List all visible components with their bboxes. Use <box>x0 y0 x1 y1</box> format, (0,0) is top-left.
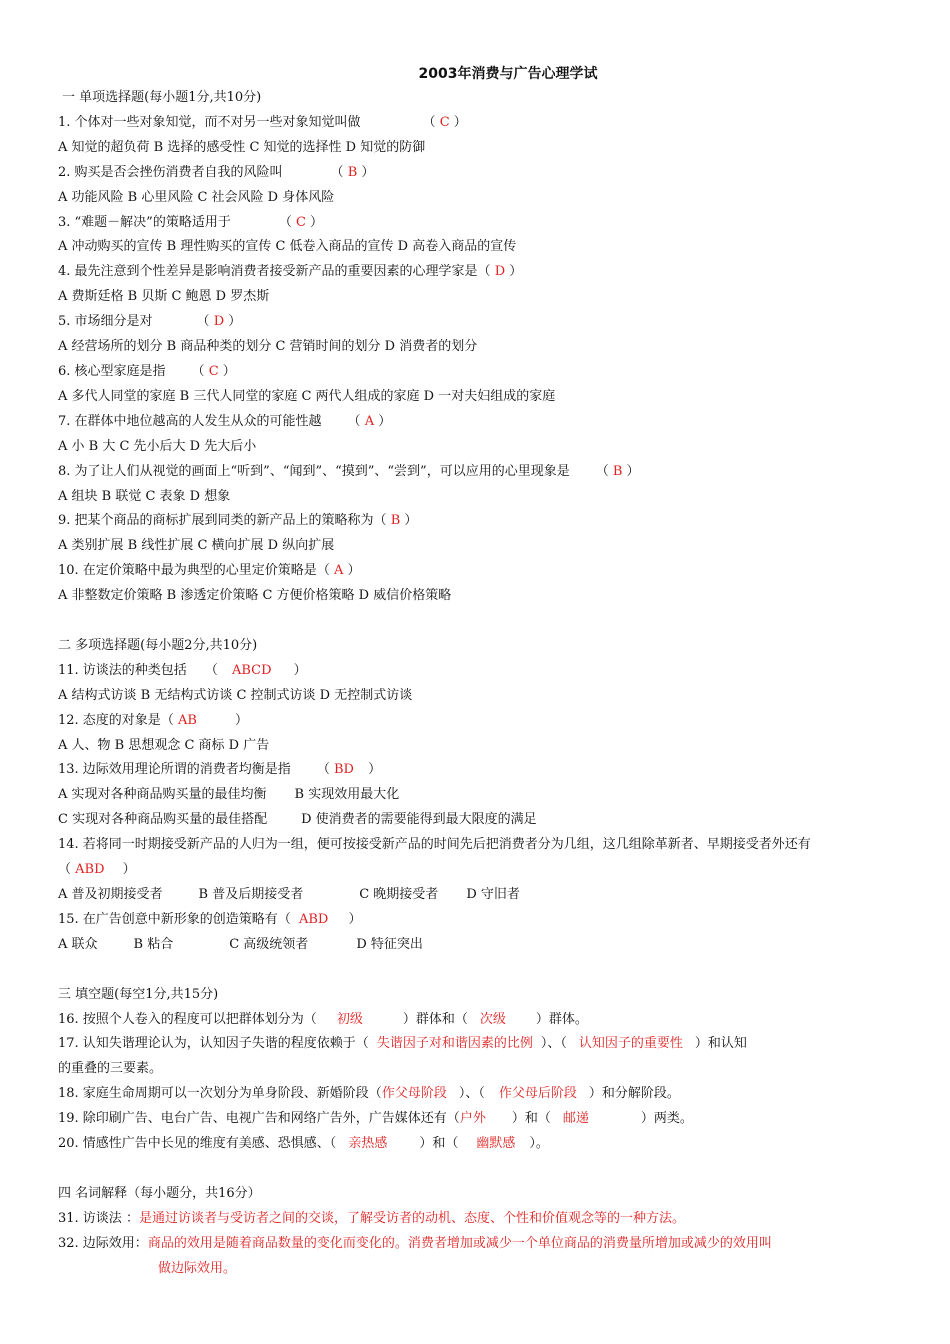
options-14: A 普及初期接受者 B 普及后期接受者 C 晚期接受者 D 守旧者 <box>58 886 520 902</box>
page-title: 2003年消费与广告心理学试 <box>418 66 598 82</box>
answer: 做边际效用。 <box>158 1260 237 1276</box>
answer: B <box>612 463 623 479</box>
answer: BD <box>333 762 354 778</box>
question-12: 12. 态度的对象是（ AB ） <box>58 712 249 728</box>
options-8: A 组块 B 联觉 C 表象 D 想象 <box>58 488 231 504</box>
question-16: 16. 按照个人卷入的程度可以把群体划分为（ 初级 ）群体和（ 次级 ）群体。 <box>58 1011 588 1027</box>
options-1: A 知觉的超负荷 B 选择的感受性 C 知觉的选择性 D 知觉的防御 <box>58 139 426 155</box>
question-17-cont: 的重叠的三要素。 <box>58 1061 163 1077</box>
options-3: A 冲动购买的宣传 B 理性购买的宣传 C 低卷入商品的宣传 D 高卷入商品的宣传 <box>58 239 517 255</box>
answer: 是通过访谈者与受访者之间的交谈，了解受访者的动机、态度、个性和价值观念等的一种方法。 <box>138 1210 685 1226</box>
answer: C <box>439 114 450 130</box>
question-14: 14. 若将同一时期接受新产品的人归为一组，便可按接受新产品的时间先后把消费者分为几组，这几组除革新者、早期接受者外还有（ ABD ） <box>58 837 811 878</box>
answer: B <box>347 164 358 180</box>
answer: ABD <box>75 862 105 878</box>
options-7: A 小 B 大 C 先小后大 D 先大后小 <box>58 438 257 454</box>
question-20: 20. 情感性广告中长见的维度有美感、恐惧感、（ 亲热感 ）和（ 幽默感 ）。 <box>58 1136 549 1152</box>
answer: 邮递 <box>562 1111 589 1127</box>
answer: 亲热感 <box>348 1136 388 1152</box>
options-12: A 人、物 B 思想观念 C 商标 D 广告 <box>58 737 270 753</box>
question-1: 1. 个体对一些对象知觉，而不对另一些对象知觉叫做 （ C ） <box>58 114 467 130</box>
answer: D <box>494 264 506 280</box>
options-5: A 经营场所的划分 B 商品种类的划分 C 营销时间的划分 D 消费者的划分 <box>58 339 478 355</box>
section-heading-2: 二 多项选择题(每小题2分,共10分) <box>58 637 258 653</box>
answer: C <box>208 363 219 379</box>
answer: D <box>213 314 225 330</box>
answer: 幽默感 <box>476 1136 516 1152</box>
section-heading-1: 一 单项选择题(每小题1分,共10分) <box>62 90 262 105</box>
question-11: 11. 访谈法的种类包括 （ ABCD ） <box>58 662 307 678</box>
options-11: A 结构式访谈 B 无结构式访谈 C 控制式访谈 D 无控制式访谈 <box>58 687 413 703</box>
question-2: 2. 购买是否会挫伤消费者自我的风险叫 （ B ） <box>58 164 375 180</box>
answer: B <box>390 513 401 529</box>
answer: 商品的效用是随着商品数量的变化而变化的。消费者增加或减少一个单位商品的消费量所增加或减少的效用叫 <box>147 1235 772 1251</box>
answer: C <box>295 214 306 230</box>
options-6: A 多代人同堂的家庭 B 三代人同堂的家庭 C 两代人组成的家庭 D 一对夫妇组成的家庭 <box>58 388 556 404</box>
answer: ABD <box>298 911 329 927</box>
options-13a: A 实现对各种商品购买量的最佳均衡 B 实现效用最大化 <box>58 787 400 803</box>
answer: 作父母后阶段 <box>498 1086 577 1102</box>
definition-32: 32. 边际效用：商品的效用是随着商品数量的变化而变化的。消费者增加或减少一个单位商品的消费量所增加或减少的效用叫 <box>58 1235 772 1251</box>
question-13: 13. 边际效用理论所谓的消费者均衡是指 （ BD ） <box>58 762 382 778</box>
definition-31: 31. 访谈法 ：是通过访谈者与受访者之间的交谈，了解受访者的动机、态度、个性和价值观念等的一种方法。 <box>58 1210 685 1226</box>
answer: 作父母阶段 <box>381 1086 447 1102</box>
answer: 次级 <box>479 1011 506 1027</box>
question-9: 9. 把某个商品的商标扩展到同类的新产品上的策略称为（ B ） <box>58 513 418 529</box>
options-15: A 联众 B 粘合 C 高级统领者 D 特征突出 <box>58 936 423 952</box>
question-8: 8. 为了让人们从视觉的画面上“听到”、“闻到”、“摸到”、“尝到”，可以应用的心里现象是 （ B ） <box>58 463 640 479</box>
question-3: 3. “难题－解决”的策略适用于 （ C ） <box>58 214 324 230</box>
options-4: A 费斯廷格 B 贝斯 C 鲍恩 D 罗杰斯 <box>58 289 270 305</box>
answer: A <box>364 413 375 429</box>
options-2: A 功能风险 B 心里风险 C 社会风险 D 身体风险 <box>58 189 335 205</box>
question-4: 4. 最先注意到个性差异是影响消费者接受新产品的重要因素的心理学家是（ D ） <box>58 264 523 280</box>
answer: A <box>333 563 344 579</box>
question-17: 17. 认知失谐理论认为，认知因子失谐的程度依赖于（ 失谐因子对和谐因素的比例 ）、（ 认知因子的重要性 ）和认知 <box>58 1036 747 1052</box>
document-page <box>58 62 858 1281</box>
answer: 认知因子的重要性 <box>578 1036 683 1052</box>
definition-32-cont <box>58 1257 858 1282</box>
question-10: 10. 在定价策略中最为典型的心里定价策略是（ A ） <box>58 563 361 579</box>
answer: 户外 <box>459 1111 486 1127</box>
options-13b: C 实现对各种商品购买量的最佳搭配 D 使消费者的需要能得到最大限度的满足 <box>58 812 537 828</box>
section-heading-3: 三 填空题(每空1分,共15分) <box>58 986 219 1002</box>
question-18: 18. 家庭生命周期可以一次划分为单身阶段、新婚阶段（作父母阶段 ）、（ 作父母后阶段 ）和分解阶段。 <box>58 1086 680 1102</box>
section-heading-4: 四 名词解释（每小题分，共16分） <box>58 1185 261 1201</box>
answer: 失谐因子对和谐因素的比例 <box>376 1036 533 1052</box>
answer: AB <box>177 712 197 728</box>
question-19: 19. 除印刷广告、电台广告、电视广告和网络广告外，广告媒体还有（户外 ）和（ 邮递 ）两类。 <box>58 1111 693 1127</box>
question-6: 6. 核心型家庭是指 （ C ） <box>58 363 236 379</box>
options-10: A 非整数定价策略 B 渗透定价策略 C 方便价格策略 D 威信价格策略 <box>58 588 452 604</box>
answer: ABCD <box>231 662 272 678</box>
question-7: 7. 在群体中地位越高的人发生从众的可能性越 （ A ） <box>58 413 392 429</box>
answer: 初级 <box>336 1011 363 1027</box>
options-9: A 类别扩展 B 线性扩展 C 横向扩展 D 纵向扩展 <box>58 538 335 554</box>
question-15: 15. 在广告创意中新形象的创造策略有（ ABD ） <box>58 911 362 927</box>
question-5: 5. 市场细分是对 （ D ） <box>58 314 242 330</box>
